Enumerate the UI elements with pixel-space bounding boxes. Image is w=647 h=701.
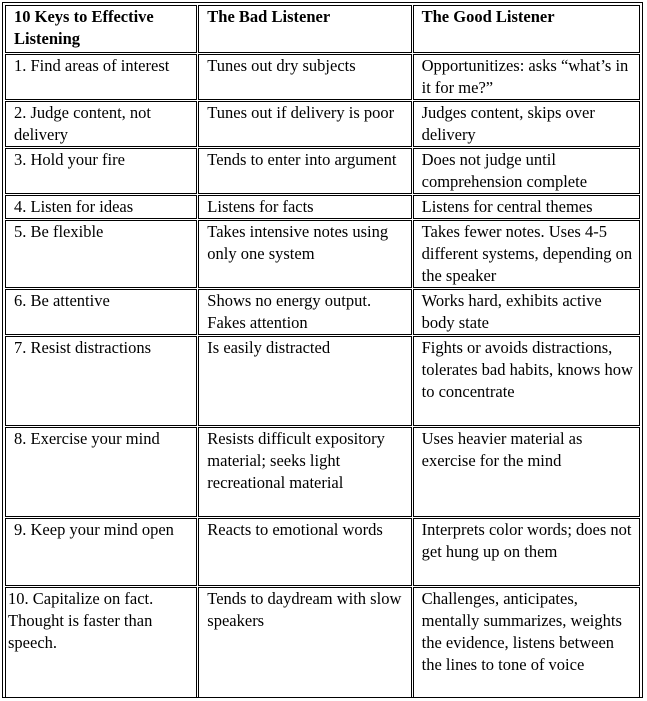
table-row bbox=[5, 148, 640, 194]
table-row bbox=[5, 54, 640, 100]
table-row bbox=[5, 336, 640, 426]
key-cell: 2. Judge content, not delivery bbox=[5, 101, 197, 147]
bad-listener-cell: Listens for facts bbox=[198, 195, 411, 219]
table-row bbox=[5, 427, 640, 517]
bad-listener-cell: Tends to enter into argument bbox=[198, 148, 411, 194]
bad-listener-cell: Resists difficult expository material; seeks light recreational material bbox=[198, 427, 411, 517]
key-cell: 6. Be attentive bbox=[5, 289, 197, 335]
table-row bbox=[5, 220, 640, 288]
key-cell: 8. Exercise your mind bbox=[5, 427, 197, 517]
table-row bbox=[5, 289, 640, 335]
good-listener-cell: Interprets color words; does not get hung up on them bbox=[413, 518, 640, 586]
good-listener-cell: Judges content, skips over delivery bbox=[413, 101, 640, 147]
table-row bbox=[5, 518, 640, 586]
bad-listener-cell: Tends to daydream with slow speakers bbox=[198, 587, 411, 698]
key-cell: 3. Hold your fire bbox=[5, 148, 197, 194]
good-listener-cell: Takes fewer notes. Uses 4-5 different systems, depending on the speaker bbox=[413, 220, 640, 288]
bad-listener-cell: Tunes out dry subjects bbox=[198, 54, 411, 100]
key-cell: 1. Find areas of interest bbox=[5, 54, 197, 100]
good-listener-cell: Works hard, exhibits active body state bbox=[413, 289, 640, 335]
bad-listener-cell: Shows no energy output. Fakes attention bbox=[198, 289, 411, 335]
header-bad-listener: The Bad Listener bbox=[198, 5, 411, 53]
good-listener-cell: Listens for central themes bbox=[413, 195, 640, 219]
table-row bbox=[5, 195, 640, 219]
key-cell: 9. Keep your mind open bbox=[5, 518, 197, 586]
good-listener-cell: Challenges, anticipates, mentally summarizes, weights the evidence, listens between the lines to tone of voice bbox=[413, 587, 640, 698]
header-good-listener: The Good Listener bbox=[413, 5, 640, 53]
bad-listener-cell: Is easily distracted bbox=[198, 336, 411, 426]
good-listener-cell: Opportunitizes: asks “what’s in it for me?” bbox=[413, 54, 640, 100]
good-listener-cell: Uses heavier material as exercise for the mind bbox=[413, 427, 640, 517]
header-keys: 10 Keys to Effective Listening bbox=[5, 5, 197, 53]
good-listener-cell: Does not judge until comprehension complete bbox=[413, 148, 640, 194]
key-cell: 7. Resist distractions bbox=[5, 336, 197, 426]
table-row bbox=[5, 101, 640, 147]
good-listener-cell: Fights or avoids distractions, tolerates bad habits, knows how to concentrate bbox=[413, 336, 640, 426]
header-row bbox=[5, 5, 640, 53]
table-row bbox=[5, 587, 640, 698]
listening-keys-table bbox=[4, 4, 641, 699]
key-cell: 4. Listen for ideas bbox=[5, 195, 197, 219]
bad-listener-cell: Reacts to emotional words bbox=[198, 518, 411, 586]
key-cell: 10. Capitalize on fact. Thought is faster than speech. bbox=[5, 587, 197, 698]
bad-listener-cell: Tunes out if delivery is poor bbox=[198, 101, 411, 147]
listening-keys-document bbox=[2, 2, 643, 698]
bad-listener-cell: Takes intensive notes using only one system bbox=[198, 220, 411, 288]
key-cell: 5. Be flexible bbox=[5, 220, 197, 288]
